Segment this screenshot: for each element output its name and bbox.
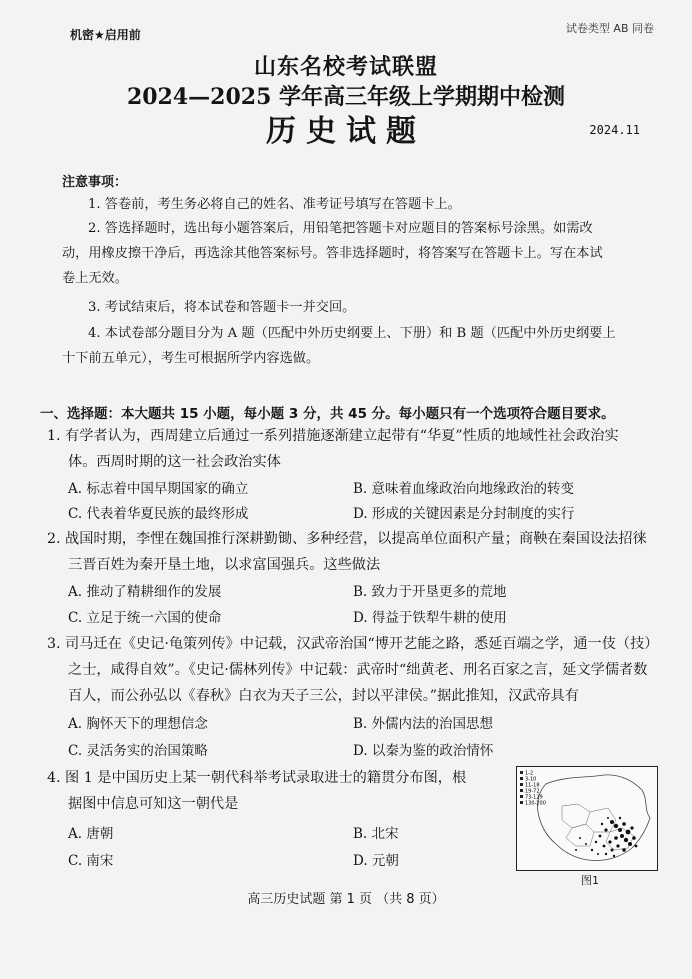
question-stem: 之士，咸得自效”。《史记·儒林列传》中记载：武帝时“绌黄老、刑名百家之言，延文学儒者数 <box>68 662 648 678</box>
option-c: C. 灵活务实的治国策略 <box>68 743 208 759</box>
legend-label: 130-200 <box>525 800 546 807</box>
option-a: A. 胸怀天下的理想信念 <box>68 716 208 732</box>
option-b: B. 致力于开垦更多的荒地 <box>353 584 507 600</box>
secret-tag: 机密★启用前 <box>70 28 141 42</box>
option-c: C. 南宋 <box>68 853 114 869</box>
option-d: D. 元朝 <box>353 853 399 869</box>
option-a: A. 唐朝 <box>68 826 114 842</box>
legend-label: 19-72 <box>525 788 540 795</box>
option-c: C. 代表着华夏民族的最终形成 <box>68 506 249 522</box>
figure-1-map <box>516 766 658 871</box>
question-stem: 体。西周时期的这一社会政治实体 <box>68 454 281 470</box>
option-a: A. 标志着中国早期国家的确立 <box>68 481 249 497</box>
notice-line: 动，用橡皮擦干净后，再选涂其他答案标号。答非选择题时，将答案写在答题卡上。写在本试 <box>62 246 603 261</box>
exam-term-title: 2024—2025 学年高三年级上学期期中检测 <box>126 84 566 110</box>
page-footer: 高三历史试题 第 1 页 （共 8 页） <box>247 892 445 907</box>
legend-label: 3-10 <box>525 776 537 783</box>
question-stem: 百人，而公孙弘以《春秋》白衣为天子三公，封以平津侯。”据此推知，汉武帝具有 <box>68 688 579 704</box>
option-d: D. 以秦为鉴的政治情怀 <box>353 743 494 759</box>
notice-heading: 注意事项： <box>62 175 128 190</box>
legend-label: 73-129 <box>525 794 543 801</box>
notice-line: 2. 答选择题时，选出每小题答案后，用铅笔把答题卡对应题目的答案标号涂黑。如需改 <box>88 221 593 236</box>
legend-label: 1-2 <box>525 770 534 777</box>
notice-line: 1. 答卷前，考生务必将自己的姓名、准考证号填写在答题卡上。 <box>88 197 461 212</box>
question-stem: 2. 战国时期，李悝在魏国推行深耕勤锄、多种经营，以提高单位面积产量；商鞅在秦国设法招徕 <box>47 531 647 547</box>
legend-label: 11-18 <box>525 782 540 789</box>
notice-line: 4. 本试卷部分题目分为 A 题（匹配中外历史纲要上、下册）和 B 题（匹配中外历史纲要上 <box>88 326 616 341</box>
exam-union-title: 山东名校考试联盟 <box>253 54 438 80</box>
question-stem: 三晋百姓为秦开垦土地，以求富国强兵。这些做法 <box>68 557 381 573</box>
question-stem: 3. 司马迁在《史记·龟策列传》中记载，汉武帝治国“博开艺能之路，悉延百端之学，通一伎（技） <box>47 636 659 652</box>
china-distribution-map <box>516 766 658 871</box>
notice-line: 十下前五单元），考生可根据所学内容选做。 <box>62 351 320 366</box>
question-stem: 1. 有学者认为，西周建立后通过一系列措施逐渐建立起带有“华夏”性质的地域性社会政治实 <box>47 428 619 444</box>
subject-title: 历史试题 <box>266 114 426 149</box>
notice-line: 3. 考试结束后，将本试卷和答题卡一并交回。 <box>88 300 356 315</box>
option-b: B. 意味着血缘政治向地缘政治的转变 <box>353 481 575 497</box>
paper-type: 试卷类型 AB 同卷 <box>565 22 654 35</box>
notice-line: 卷上无效。 <box>62 271 128 286</box>
figure-caption: 图1 <box>581 874 599 887</box>
option-a: A. 推动了精耕细作的发展 <box>68 584 222 600</box>
section-heading: 一、选择题：本大题共 15 小题，每小题 3 分，共 45 分。每小题只有一个选项符合题目要求。 <box>40 406 615 422</box>
option-b: B. 北宋 <box>353 826 399 842</box>
option-b: B. 外儒内法的治国思想 <box>353 716 494 732</box>
question-stem: 据图中信息可知这一朝代是 <box>68 796 239 812</box>
option-d: D. 形成的关键因素是分封制度的实行 <box>353 506 575 522</box>
option-c: C. 立足于统一六国的使命 <box>68 610 222 626</box>
question-stem: 4. 图 1 是中国历史上某一朝代科举考试录取进士的籍贯分布图，根 <box>47 770 467 786</box>
option-d: D. 得益于铁犁牛耕的使用 <box>353 610 507 626</box>
exam-date: 2024.11 <box>589 123 640 137</box>
